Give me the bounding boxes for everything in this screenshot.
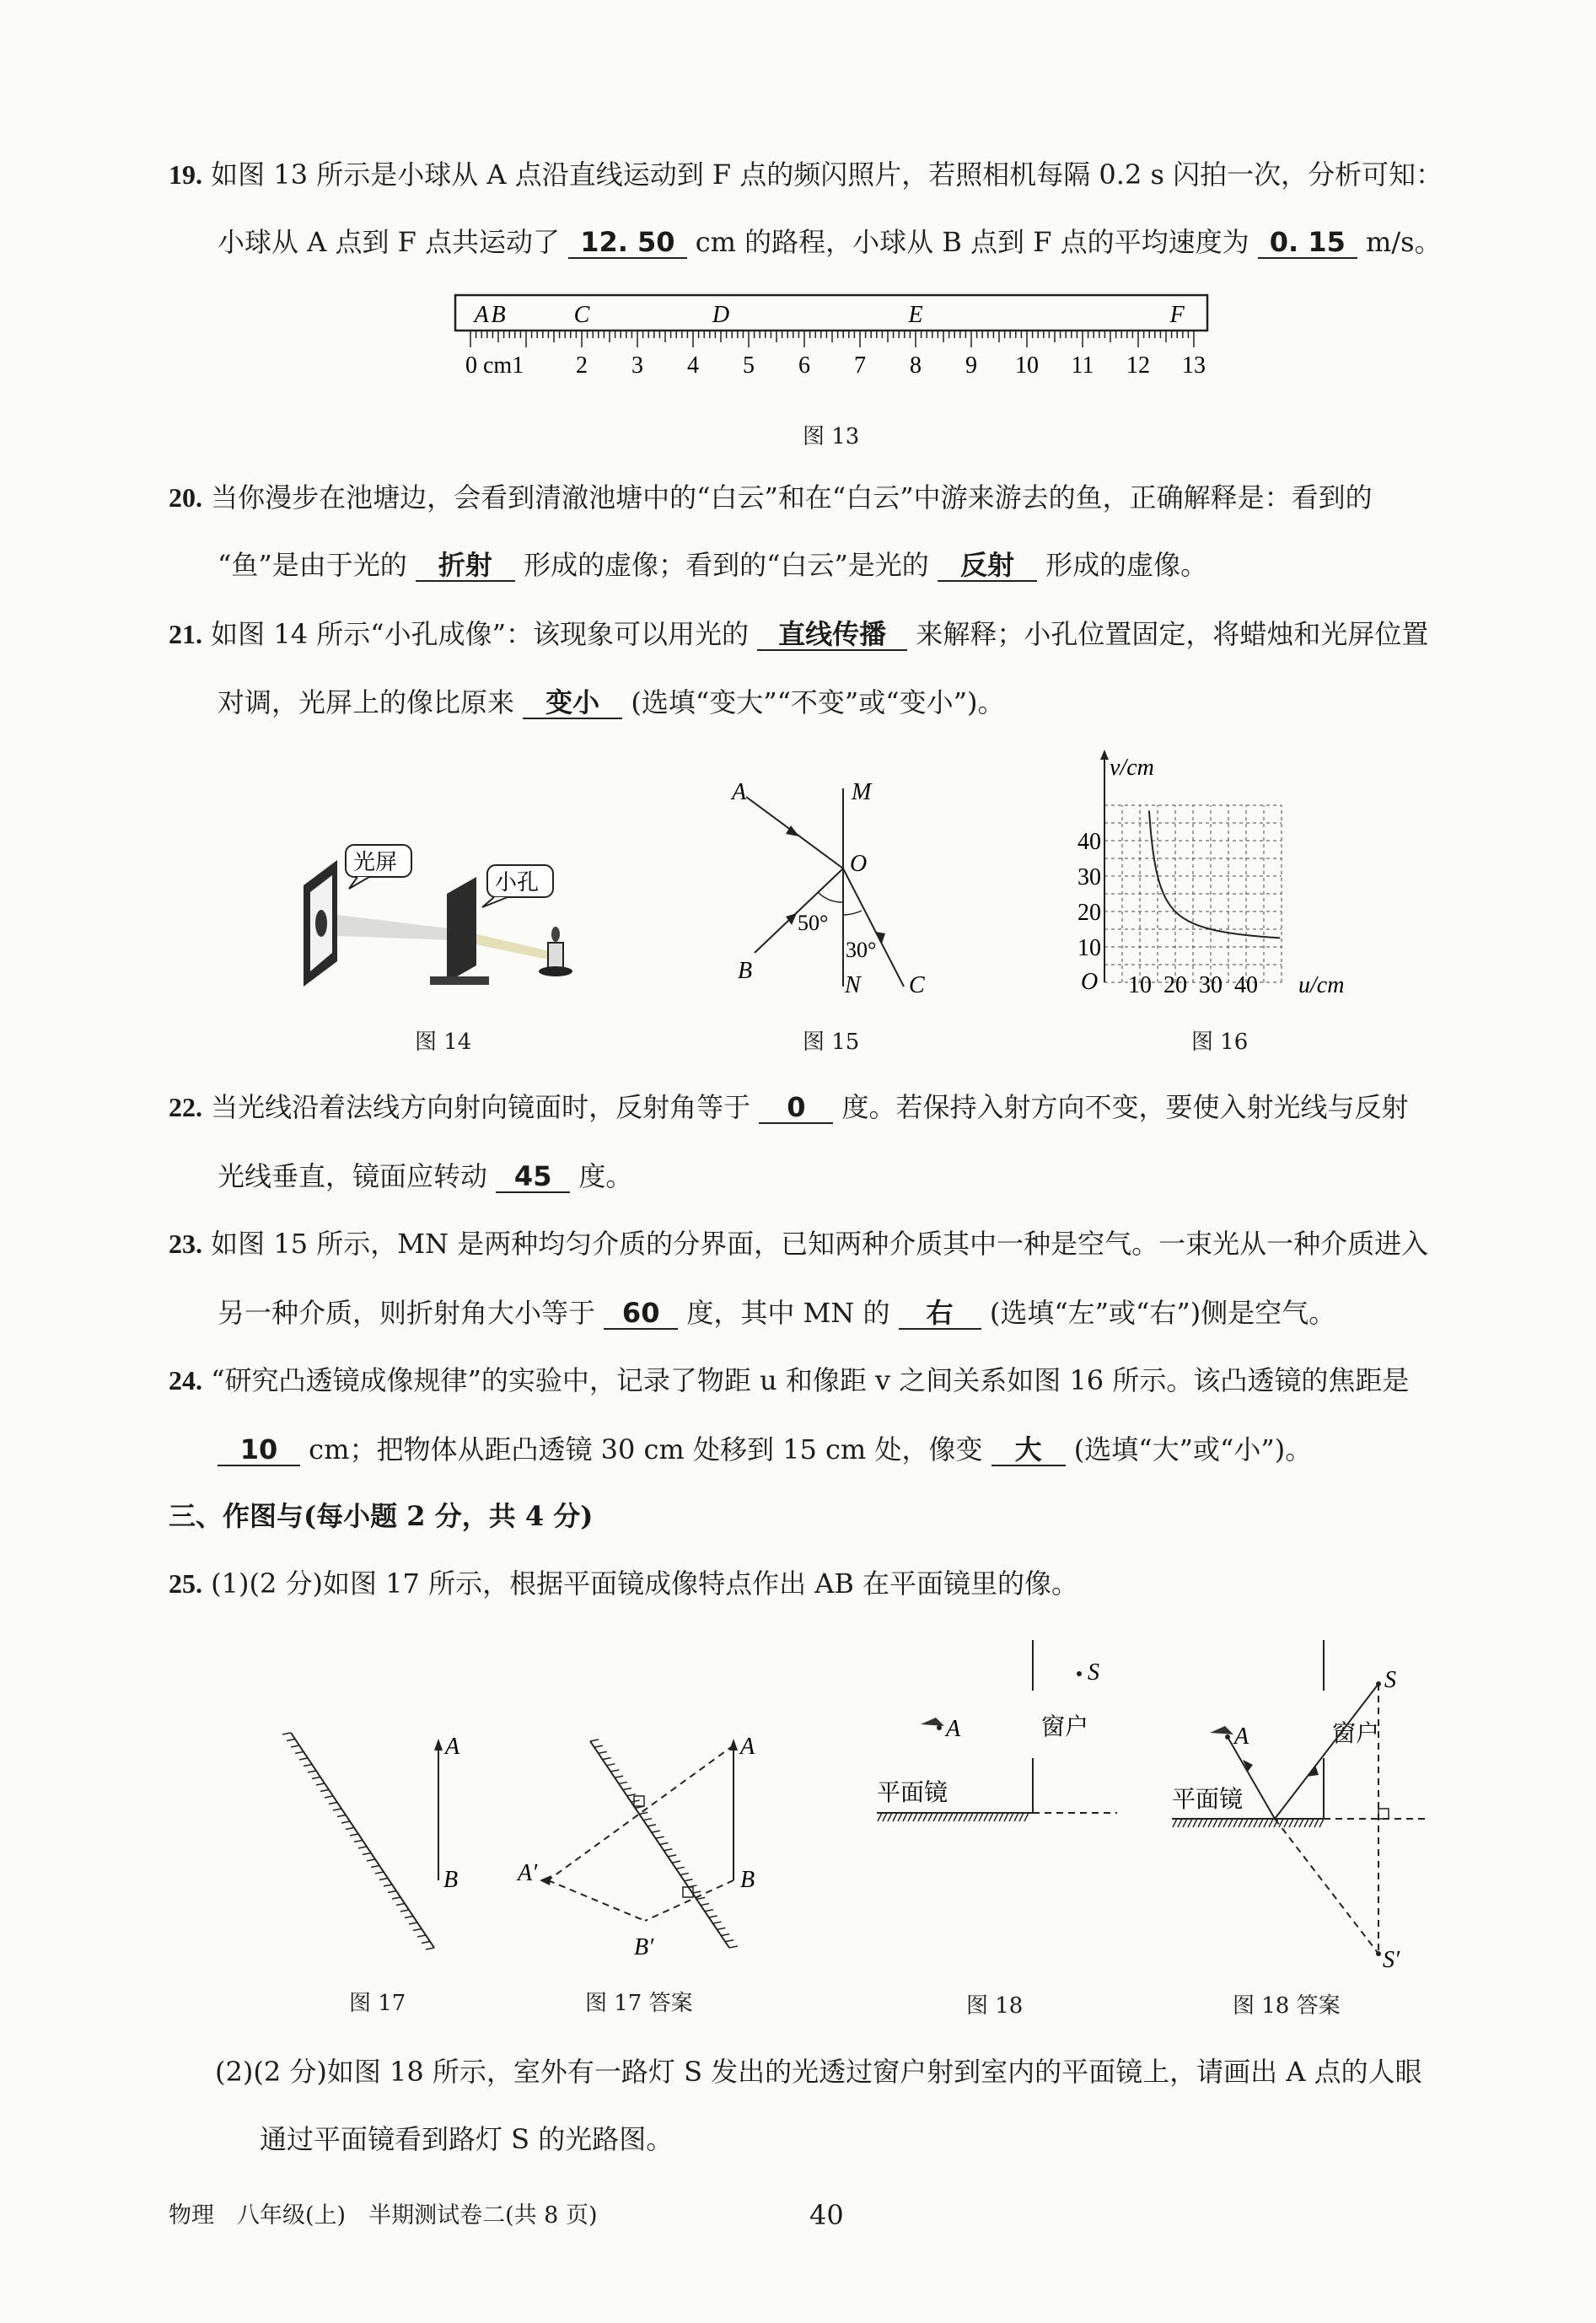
mirror-hatch: [672, 1861, 680, 1863]
mirror-hatch: [341, 1821, 350, 1823]
ruler-point-label: B: [491, 302, 506, 328]
q23-text: 如图 15 所示，MN 是两种均匀介质的分界面，已知两种介质其中一种是空气。一束光从一种介质进入: [211, 1228, 1429, 1260]
mirror-hatch: [291, 1745, 299, 1747]
mirror-hatch: [656, 1836, 664, 1838]
figure-13: [438, 287, 1231, 408]
fig18ans-caption: 图 18 答案: [1233, 1993, 1341, 2019]
q24-text: “研究凸透镜成像规律”的实验中，记录了物距 u 和像距 v 之间关系如图 16 所示。该凸透镜的焦距是: [211, 1364, 1410, 1396]
figure-17-answer: [506, 1720, 759, 1976]
point-a: A: [1234, 1723, 1249, 1750]
q21-text1a: 如图 14 所示“小孔成像”：该现象可以用光的: [211, 618, 749, 650]
q24-line1: [169, 1359, 1409, 1398]
mirror-hatch: [1218, 1819, 1223, 1827]
ruler-point-label: E: [908, 302, 923, 328]
mirror-hatch: [329, 1803, 337, 1804]
mirror-hatch: [984, 1813, 988, 1821]
mirror-hatch: [964, 1813, 968, 1821]
q24-text2a: cm；把物体从距凸透镜 30 cm 处移到 15 cm 处，像变: [309, 1433, 983, 1465]
mirror-hatch: [1319, 1819, 1324, 1827]
angle-50: 50°: [798, 911, 829, 935]
q20-line2: [218, 544, 1207, 583]
mirror-hatch: [371, 1866, 379, 1868]
figure-14: [287, 835, 590, 998]
ruler-tick-label: 10: [1015, 352, 1039, 379]
mirror-diagram: [278, 1720, 472, 1973]
mirror-hatch: [928, 1813, 932, 1821]
mirror-hatch: [685, 1879, 693, 1881]
question-number: 24.: [169, 1365, 202, 1395]
mirror-hatch: [1309, 1819, 1314, 1827]
q19-text2a: 小球从 A 点到 F 点共运动了: [218, 226, 561, 258]
point-b: B: [738, 958, 753, 984]
mirror-hatch: [590, 1740, 599, 1741]
mirror-hatch: [333, 1809, 341, 1810]
mirror-hatch: [639, 1812, 648, 1814]
ruler-tick-label: 5: [743, 352, 755, 379]
q21-line2: [218, 681, 1005, 720]
mirror-hatch: [999, 1813, 1003, 1821]
mirror-hatch: [908, 1813, 912, 1821]
q22-text2a: 光线垂直，镜面应转动: [218, 1160, 488, 1192]
fig15-caption: 图 15: [803, 1030, 860, 1055]
ruler-point-label: F: [1169, 302, 1185, 328]
mirror-hatch: [282, 1733, 291, 1734]
mirror-hatch: [1259, 1819, 1263, 1827]
mirror-hatch: [337, 1815, 346, 1817]
mirror-hatch: [1178, 1819, 1182, 1827]
y-axis-label: v/cm: [1110, 755, 1154, 781]
mirror-hatch: [350, 1834, 358, 1836]
fig14-caption: 图 14: [415, 1030, 472, 1055]
mirror-hatch: [721, 1934, 729, 1936]
q23-text2b: 度，其中 MN 的: [686, 1297, 890, 1329]
q21-line1: [169, 613, 1428, 652]
window-label: 窗户: [1332, 1721, 1380, 1747]
fig17ans-caption: 图 17 答案: [585, 1991, 693, 2016]
mirror-label: 平面镜: [1172, 1787, 1244, 1813]
y-tick-label: 20: [1077, 900, 1101, 926]
answer-blank: 直线传播: [757, 620, 907, 651]
question-number: 19.: [169, 159, 202, 190]
figure-18: [877, 1632, 1130, 1837]
mirror-hatch: [648, 1825, 656, 1826]
mirror-hatch: [287, 1740, 295, 1741]
section-heading: 三、作图与(每小题 2 分，共 4 分): [169, 1500, 594, 1532]
q20-line1: [169, 476, 1373, 515]
mirror-hatch: [676, 1867, 685, 1869]
q21-text1b: 来解释；小孔位置固定，将蜡烛和光屏位置: [916, 618, 1429, 650]
page-footer: 物理 八年级(上) 半期测试卷二(共 8 页): [169, 2202, 598, 2229]
point-a: A: [445, 1734, 460, 1760]
label-screen: 光屏: [353, 850, 398, 874]
mirror-hatch: [1193, 1819, 1197, 1827]
label-hole: 小孔: [495, 870, 540, 895]
point-s: S: [1384, 1667, 1396, 1693]
ruler-tick-label: 7: [854, 352, 866, 379]
q19-line2: [218, 221, 1442, 260]
q20-text2a: “鱼”是由于光的: [218, 549, 407, 581]
mirror-hatch: [692, 1891, 701, 1893]
q25-text3: 通过平面镜看到路灯 S 的光路图。: [260, 2123, 674, 2155]
q19-text2b: cm 的路程，小球从 B 点到 F 点的平均速度为: [695, 226, 1249, 258]
mirror-hatch: [943, 1813, 948, 1821]
ruler-tick-label: 9: [965, 352, 977, 379]
answer-blank: 大: [991, 1435, 1066, 1466]
mirror-hatch: [358, 1847, 367, 1848]
mirror-hatch: [304, 1765, 312, 1766]
mirror-hatch: [701, 1904, 709, 1906]
answer-blank: 折射: [416, 551, 515, 582]
mirror-hatch: [974, 1813, 978, 1821]
mirror-hatch: [1269, 1819, 1273, 1827]
mirror-hatch: [660, 1843, 669, 1845]
mirror-hatch: [392, 1897, 400, 1899]
mirror-hatch: [652, 1831, 660, 1832]
mirror-hatch: [668, 1855, 676, 1857]
point-b: B: [443, 1867, 459, 1893]
mirror-hatch: [1004, 1813, 1008, 1821]
mirror-hatch: [713, 1922, 722, 1923]
mirror-hatch: [938, 1813, 943, 1821]
q19-text2c: m/s。: [1366, 226, 1442, 258]
mirror-hatch: [615, 1776, 623, 1777]
fig18-caption: 图 18: [966, 1993, 1024, 2019]
mirror-hatch: [363, 1853, 371, 1855]
figure-16: [1071, 746, 1366, 1003]
point-b: B: [740, 1867, 755, 1893]
fig13-caption: 图 13: [803, 424, 860, 449]
mirror-hatch: [918, 1813, 922, 1821]
mirror-hatch: [1254, 1819, 1258, 1827]
pinhole-diagram: [287, 835, 590, 995]
point-a: A: [740, 1734, 755, 1760]
mirror-hatch: [388, 1891, 396, 1893]
mirror-hatch: [883, 1813, 887, 1821]
mirror-hatch: [709, 1916, 717, 1917]
mirror-hatch: [1019, 1813, 1024, 1821]
answer-blank: 12. 50: [568, 228, 686, 259]
mirror-hatch: [643, 1819, 652, 1820]
q25-line1: [169, 1562, 1078, 1601]
mirror-hatch: [893, 1813, 897, 1821]
mirror-hatch: [1198, 1819, 1202, 1827]
mirror-hatch: [367, 1859, 375, 1861]
x-tick-label: 10: [1128, 972, 1152, 998]
mirror-hatch: [325, 1796, 333, 1798]
origin-label: O: [1081, 969, 1099, 995]
ruler-tick-label: 13: [1182, 352, 1206, 379]
question-number: 20.: [169, 482, 202, 513]
mirror-hatch: [413, 1929, 422, 1931]
point-o: O: [850, 851, 868, 877]
mirror-hatch: [696, 1897, 705, 1899]
answer-blank: 45: [496, 1162, 570, 1193]
mirror-hatch: [898, 1813, 902, 1821]
mirror-hatch: [346, 1828, 354, 1830]
q25-text2: (2)(2 分)如图 18 所示，室外有一路灯 S 发出的光透过窗户射到室内的平面镜上，请画出 A 点的人眼: [215, 2056, 1422, 2088]
q22-line2: [218, 1155, 632, 1194]
mirror-hatch: [1208, 1819, 1212, 1827]
question-number: 23.: [169, 1229, 202, 1259]
mirror-hatch: [1304, 1819, 1309, 1827]
mirror-hatch: [994, 1813, 998, 1821]
mirror-hatch: [664, 1849, 672, 1851]
q22-text1a: 当光线沿着法线方向射向镜面时，反射角等于: [211, 1091, 751, 1123]
mirror-hatch: [400, 1910, 409, 1912]
mirror-answer-diagram: [506, 1720, 759, 1973]
mirror-hatch: [1294, 1819, 1298, 1827]
angle-30: 30°: [846, 938, 877, 962]
mirror-hatch: [631, 1800, 640, 1802]
point-a: A: [946, 1716, 961, 1742]
mirror-hatch: [316, 1783, 325, 1785]
mirror-hatch: [913, 1813, 917, 1821]
y-tick-label: 30: [1077, 864, 1101, 890]
mirror-hatch: [717, 1928, 725, 1929]
q23-text2a: 另一种介质，则折射角大小等于: [218, 1297, 596, 1329]
mirror-hatch: [888, 1813, 892, 1821]
ruler-diagram: [438, 287, 1231, 405]
mirror-hatch: [384, 1885, 392, 1886]
answer-blank: 10: [218, 1435, 300, 1466]
refraction-diagram: [717, 772, 953, 999]
question-number: 25.: [169, 1568, 202, 1599]
window-diagram: [877, 1632, 1130, 1834]
q19-line1: [169, 153, 1443, 192]
point-c: C: [909, 972, 925, 998]
mirror-hatch: [989, 1813, 993, 1821]
q22-text1b: 度。若保持入射方向不变，要使入射光线与反射: [841, 1091, 1409, 1123]
mirror-hatch: [954, 1813, 958, 1821]
mirror-hatch: [594, 1745, 603, 1747]
figure-15: [717, 772, 953, 1003]
q23-text2c: (选填“左”或“右”)侧是空气。: [989, 1297, 1336, 1329]
q25-text1: (1)(2 分)如图 17 所示，根据平面镜成像特点作出 AB 在平面镜里的像。: [211, 1567, 1079, 1600]
mirror-hatch: [603, 1758, 611, 1760]
mirror-hatch: [1213, 1819, 1217, 1827]
fig17-caption: 图 17: [349, 1991, 406, 2016]
ruler-tick-label: 4: [687, 352, 699, 379]
answer-blank: 0. 15: [1258, 228, 1357, 259]
x-axis-label: u/cm: [1298, 972, 1345, 998]
q22-line1: [169, 1086, 1409, 1125]
mirror-hatch: [405, 1917, 413, 1918]
mirror-hatch: [417, 1935, 426, 1937]
mirror-hatch: [959, 1813, 963, 1821]
mirror-hatch: [725, 1940, 734, 1942]
fig16-caption: 图 16: [1191, 1030, 1249, 1055]
page-number: 40: [809, 2199, 844, 2231]
mirror-hatch: [1228, 1819, 1233, 1827]
q20-text: 当你漫步在池塘边，会看到清澈池塘中的“白云”和在“白云”中游来游去的鱼，正确解释是：看到的: [211, 481, 1373, 514]
mirror-hatch: [1014, 1813, 1018, 1821]
q19-text: 如图 13 所示是小球从 A 点沿直线运动到 F 点的频闪照片，若照相机每隔 0.2 s 闪拍一次，分析可知：: [211, 159, 1443, 191]
mirror-hatch: [623, 1788, 631, 1790]
q24-line2: [218, 1428, 1312, 1467]
mirror-hatch: [1264, 1819, 1268, 1827]
point-s: S: [1088, 1659, 1099, 1686]
mirror-hatch: [1239, 1819, 1243, 1827]
ruler-tick-label: 6: [798, 352, 810, 379]
mirror-hatch: [979, 1813, 983, 1821]
mirror-label: 平面镜: [877, 1780, 948, 1806]
ruler-tick-label: 0 cm1: [465, 352, 524, 379]
uv-curve: [1149, 811, 1280, 938]
mirror-hatch: [729, 1946, 738, 1948]
answer-blank: 反射: [938, 551, 1037, 582]
point-a: A: [732, 779, 747, 805]
q21-text2b: (选填“变大”“不变”或“变小”)。: [631, 686, 1005, 718]
mirror-hatch: [606, 1764, 615, 1766]
mirror-hatch: [1299, 1819, 1303, 1827]
mirror-hatch: [705, 1910, 713, 1912]
mirror-hatch: [933, 1813, 938, 1821]
ruler-tick-label: 2: [576, 352, 588, 379]
ruler-point-label: D: [712, 302, 730, 328]
mirror-hatch: [354, 1841, 363, 1842]
mirror-hatch: [1173, 1819, 1177, 1827]
point-m: M: [852, 779, 872, 805]
ruler-point-label: A: [474, 302, 489, 328]
ruler-tick-label: 3: [631, 352, 643, 379]
answer-blank: 60: [604, 1299, 678, 1330]
mirror-hatch: [1249, 1819, 1253, 1827]
y-tick-label: 40: [1077, 829, 1101, 855]
mirror-hatch: [409, 1922, 417, 1924]
ruler-point-label: C: [573, 302, 590, 328]
point-s-prime: S′: [1383, 1947, 1400, 1973]
mirror-hatch: [312, 1777, 320, 1779]
mirror-hatch: [923, 1813, 927, 1821]
mirror-hatch: [1223, 1819, 1228, 1827]
x-tick-label: 40: [1234, 972, 1258, 998]
uv-chart: [1071, 746, 1366, 999]
mirror-hatch: [299, 1758, 308, 1760]
mirror-hatch: [1279, 1819, 1283, 1827]
q20-text2c: 形成的虚像。: [1045, 549, 1208, 581]
mirror-hatch: [379, 1879, 388, 1880]
point-n: N: [845, 972, 861, 998]
question-number: 22.: [169, 1092, 202, 1122]
q24-text2b: (选填“大”或“小”)。: [1073, 1433, 1313, 1465]
window-answer-diagram: [1172, 1632, 1442, 1977]
q25-line2: [215, 2051, 1422, 2089]
ruler-tick-label: 8: [910, 352, 922, 379]
figure-18-answer: [1172, 1632, 1442, 1981]
mirror-hatch: [610, 1770, 619, 1772]
mirror-hatch: [396, 1904, 405, 1906]
window-label: 窗户: [1041, 1714, 1089, 1740]
mirror-hatch: [1233, 1819, 1238, 1827]
x-tick-label: 20: [1163, 972, 1187, 998]
point-b-prime: B′: [634, 1934, 654, 1960]
answer-blank: 右: [899, 1299, 981, 1330]
mirror-hatch: [295, 1752, 304, 1754]
point-a-prime: A′: [518, 1860, 538, 1886]
mirror-hatch: [320, 1790, 329, 1792]
mirror-hatch: [1314, 1819, 1319, 1827]
mirror-hatch: [680, 1874, 689, 1875]
answer-blank: 0: [759, 1093, 833, 1124]
mirror-hatch: [619, 1782, 627, 1783]
question-number: 21.: [169, 619, 202, 649]
mirror-hatch: [426, 1948, 434, 1949]
ruler-tick-label: 12: [1126, 352, 1150, 379]
mirror-hatch: [1289, 1819, 1293, 1827]
mirror-hatch: [1024, 1813, 1029, 1821]
x-tick-label: 30: [1199, 972, 1223, 998]
q20-text2b: 形成的虚像；看到的“白云”是光的: [524, 549, 929, 581]
y-tick-label: 10: [1077, 935, 1101, 961]
mirror-hatch: [422, 1942, 430, 1944]
mirror-hatch: [1183, 1819, 1187, 1827]
q21-text2a: 对调，光屏上的像比原来: [218, 686, 515, 718]
q25-line3: [260, 2118, 673, 2157]
mirror-hatch: [969, 1813, 973, 1821]
mirror-hatch: [948, 1813, 953, 1821]
mirror-hatch: [903, 1813, 907, 1821]
mirror-hatch: [1009, 1813, 1013, 1821]
mirror-hatch: [599, 1751, 607, 1753]
answer-blank: 变小: [523, 688, 622, 719]
mirror-hatch: [1284, 1819, 1288, 1827]
mirror-hatch: [308, 1771, 316, 1772]
mirror-hatch: [1203, 1819, 1207, 1827]
mirror-hatch: [1188, 1819, 1192, 1827]
ruler-tick-label: 11: [1071, 352, 1094, 379]
q23-line1: [169, 1223, 1428, 1261]
mirror-hatch: [375, 1872, 384, 1874]
mirror-hatch: [1244, 1819, 1248, 1827]
q23-line2: [218, 1292, 1335, 1331]
figure-17: [278, 1720, 472, 1976]
mirror-hatch: [878, 1813, 882, 1821]
q22-text2b: 度。: [578, 1160, 633, 1192]
